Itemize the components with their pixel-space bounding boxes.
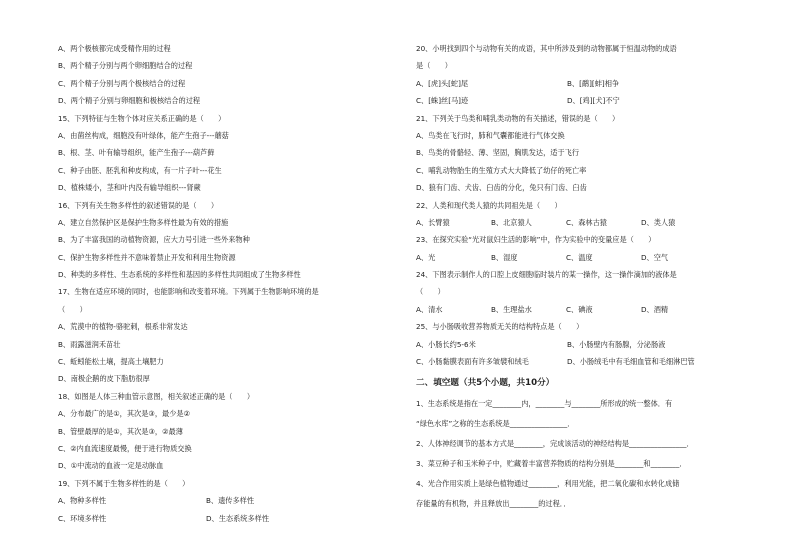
question-20-options-cd <box>416 92 768 109</box>
question-24-options <box>416 301 768 318</box>
question-23-options <box>416 249 768 266</box>
question-23-stem: 23、在探究实验“光对鼠妇生活的影响”中，作为实验中的变量应是（ ） <box>416 235 656 245</box>
text-line: 17、生物在适应环境的同时，也能影响和改变着环境。下列属于生物影响环境的是 <box>58 287 319 297</box>
option-b: B、小肠壁内有肠腺，分泌肠液 <box>567 339 666 349</box>
text-line: B、根、茎、叶有输导组织，能产生孢子---葫芦藓 <box>58 148 215 158</box>
text-line: C、种子由胚、胚乳和种皮构成，有一片子叶---花生 <box>58 165 222 175</box>
text-line: C、保护生物多样性并不意味着禁止开发和利用生物资源 <box>58 252 236 262</box>
option-c: C、[蛛]丝[马]迹 <box>416 96 469 106</box>
option-c: C、温度 <box>566 252 593 262</box>
text-line: 19、下列不属于生物多样性的是（ ） <box>58 478 190 488</box>
option-a: A、清水 <box>416 304 443 314</box>
option-b: B、生理盐水 <box>491 304 532 314</box>
right-column <box>416 40 768 514</box>
text-line: B、为了丰富我国的动植物资源，应大力号引进一些外来物种 <box>58 235 250 245</box>
question-24-stem-cont: （ ） <box>416 287 445 297</box>
option-c: C、小肠黏膜表面有许多皱襞和绒毛 <box>416 357 529 367</box>
question-22-options <box>416 214 768 231</box>
option-d: D、空气 <box>641 252 669 262</box>
question-25-options-cd <box>416 353 768 370</box>
text-line: B、鸟类的骨骼轻、薄、坚固，胸肌发达，适于飞行 <box>416 148 580 158</box>
option-d: D、生态系统多样性 <box>206 513 270 523</box>
text-line: D、南极企鹅的皮下脂肪很厚 <box>58 374 150 384</box>
option-c: C、森林古猿 <box>566 217 607 227</box>
text-line: D、狼有门齿、犬齿、臼齿的分化，兔只有门齿、臼齿 <box>416 183 587 193</box>
question-24-stem: 24、下图表示制作人的口腔上皮细胞临时装片的某一操作，这一操作滴加的液体是 <box>416 270 677 280</box>
text-line: A、分布最广的是①，其次是③，最少是② <box>58 409 191 419</box>
text-line: A、荒漠中的植物-骆驼刺，根系非常发达 <box>58 322 188 332</box>
option-a: A、小肠长约5-6米 <box>416 339 476 349</box>
text-line: B、两个精子分别与两个卵细胞结合的过程 <box>58 61 193 71</box>
question-19-options-ab <box>58 492 410 509</box>
option-d: D、类人猿 <box>641 217 676 227</box>
question-20-stem-cont: 是（ ） <box>416 61 452 71</box>
text-line: D、两个精子分别与卵细胞和极核结合的过程 <box>58 96 201 106</box>
text-line: B、雨露滋润禾苗壮 <box>58 339 121 349</box>
fill-in-line: 4、光合作用实质上是绿色植物通过________，利用光能，把二氧化碳和水转化成储 <box>416 479 680 489</box>
text-line: （ ） <box>58 304 87 314</box>
fill-in-line: 1、生态系统是指在一定________内，________与________所形成的统一整体．有 <box>416 399 673 409</box>
text-line: C、两个精子分别与两个极核结合的过程 <box>58 78 186 88</box>
text-line: 15、下列特征与生物个体对应关系正确的是（ ） <box>58 113 226 123</box>
option-b: B、北京猿人 <box>491 217 532 227</box>
option-a: A、物种多样性 <box>58 496 107 506</box>
text-line: C、蚯蚓能松土壤，提高土壤肥力 <box>58 357 164 367</box>
question-19-options-cd <box>58 510 410 527</box>
text-line: 21、下列关于鸟类和哺乳类动物的有关描述，错误的是（ ） <box>416 113 620 123</box>
text-line: C、哺乳动物胎生的生殖方式大大降低了幼仔的死亡率 <box>416 165 587 175</box>
option-b: B、[鹬][蚌]相争 <box>567 78 620 88</box>
question-25-stem: 25、与小肠吸收营养物质无关的结构特点是（ ） <box>416 322 584 332</box>
text-line: D、①中流动的血液一定是动脉血 <box>58 461 164 471</box>
text-line: D、植株矮小，茎和叶内没有输导组织---肾蕨 <box>58 183 201 193</box>
fill-in-line: 2、人体神经调节的基本方式是________，完成该活动的神经结构是________________． <box>416 439 694 449</box>
text-line: D、种类的多样性、生态系统的多样性和基因的多样性共同组成了生物多样性 <box>58 270 301 280</box>
option-a: A、长臂猿 <box>416 217 450 227</box>
fill-in-line: “绿色水库”之称的生态系统是________________． <box>416 419 575 429</box>
option-d: D、小肠绒毛中有毛细血管和毛细淋巴管 <box>567 357 695 367</box>
text-line: A、两个极核都完成受精作用的过程 <box>58 44 171 53</box>
question-20-options-ab <box>416 75 768 92</box>
text-line: 16、下列有关生物多样性的叙述错误的是（ ） <box>58 200 219 210</box>
option-a: A、[虎]头[蛇]尾 <box>416 78 469 88</box>
option-c: C、环境多样性 <box>58 513 107 523</box>
text-line: A、建立自然保护区是保护生物多样性最为有效的措施 <box>58 217 229 227</box>
option-a: A、光 <box>416 252 436 262</box>
text-line: C、②内血流速度最慢，便于进行物质交换 <box>58 443 192 453</box>
question-25-options-ab <box>416 336 768 353</box>
left-column <box>58 40 410 527</box>
text-line: A、由菌丝构成，细胞没有叶绿体，能产生孢子---蘑菇 <box>58 130 229 140</box>
section-title-fill-in: 二、填空题（共5个小题，共10分） <box>416 378 555 389</box>
option-c: C、碘液 <box>566 304 593 314</box>
text-line: B、管壁最厚的是①，其次是③，②最薄 <box>58 426 183 436</box>
fill-in-line: 存能量的有机物，并且释放出________的过程．． <box>416 499 571 509</box>
text-line: 22、人类和现代类人猿的共同祖先是（ ） <box>416 200 562 210</box>
question-20-stem: 20、小明找到四个与动物有关的成语，其中所涉及到的动物都属于恒温动物的成语 <box>416 44 677 53</box>
option-d: D、酒精 <box>641 304 669 314</box>
text-line: 18、如图是人体三种血管示意图，相关叙述正确的是（ ） <box>58 391 255 401</box>
option-b: B、遗传多样性 <box>206 496 255 506</box>
option-d: D、[鸡][犬]不宁 <box>567 96 620 106</box>
option-b: B、湿度 <box>491 252 518 262</box>
fill-in-line: 3、菜豆种子和玉米种子中，贮藏着丰富营养物质的结构分别是________和________． <box>416 459 687 469</box>
text-line: A、鸟类在飞行时，肺和气囊都能进行气体交换 <box>416 130 565 140</box>
